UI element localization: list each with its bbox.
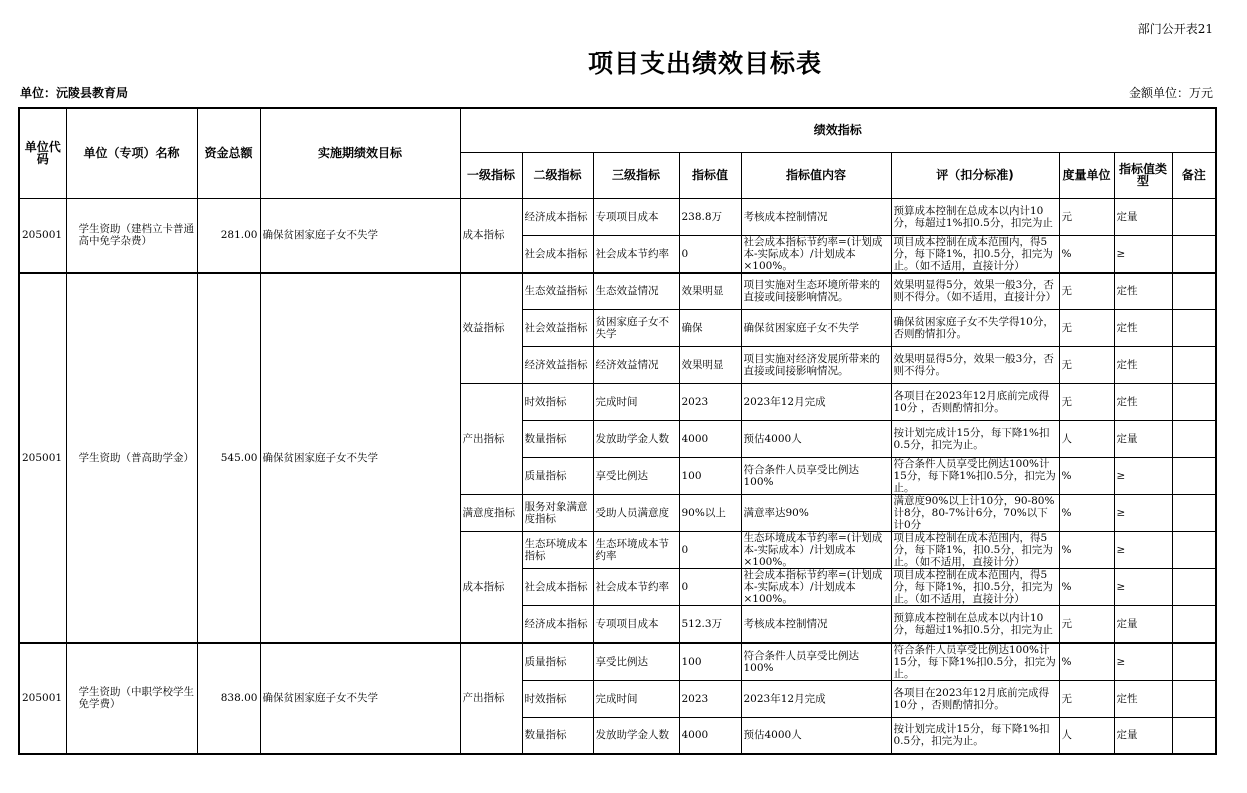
- value-type-cell: 定量: [1114, 606, 1172, 643]
- note-cell: [1172, 273, 1216, 310]
- measure-cell: 元: [1059, 606, 1114, 643]
- level3-cell: 专项项目成本: [593, 606, 679, 643]
- project-name-cell: 学生资助（普高助学金）: [66, 273, 197, 643]
- goal-cell: 确保贫困家庭子女不失学: [260, 198, 460, 273]
- level3-cell: 完成时间: [593, 384, 679, 421]
- level2-cell: 数量指标: [522, 421, 593, 458]
- score-cell: 符合条件人员享受比例达100%计15分，每下降1%扣0.5分，扣完为止。: [891, 458, 1059, 495]
- value-type-cell: 定性: [1114, 384, 1172, 421]
- measure-cell: 无: [1059, 273, 1114, 310]
- total-amount-cell: 281.00: [197, 198, 260, 273]
- score-cell: 满意度90%以上计10分，90-80%计8分，80-7%计6分，70%以下计0分: [891, 495, 1059, 532]
- level3-cell: 发放助学金人数: [593, 717, 679, 754]
- table-row: [19, 273, 1216, 310]
- content-cell: 社会成本指标节约率=(计划成本-实际成本）/计划成本×100%。: [741, 569, 891, 606]
- unit-code-cell: 205001: [19, 198, 66, 273]
- value-cell: 2023: [679, 384, 741, 421]
- score-cell: 确保贫困家庭子女不失学得10分，否则酌情扣分。: [891, 310, 1059, 347]
- content-cell: 考核成本控制情况: [741, 198, 891, 235]
- table-row: [19, 643, 1216, 681]
- level3-cell: 社会成本节约率: [593, 569, 679, 606]
- level3-cell: 经济效益情况: [593, 347, 679, 384]
- note-cell: [1172, 198, 1216, 235]
- header-performance: 绩效指标: [460, 108, 1216, 152]
- header-code: 单位代码: [19, 108, 66, 198]
- header-measure: 度量单位: [1059, 152, 1114, 198]
- note-cell: [1172, 384, 1216, 421]
- goal-cell: 确保贫困家庭子女不失学: [260, 273, 460, 643]
- content-cell: 符合条件人员享受比例达100%: [741, 643, 891, 681]
- level2-cell: 生态环境成本指标: [522, 532, 593, 569]
- level3-cell: 生态效益情况: [593, 273, 679, 310]
- level3-cell: 完成时间: [593, 680, 679, 717]
- header-goal: 实施期绩效目标: [260, 108, 460, 198]
- level3-cell: 生态环境成本节约率: [593, 532, 679, 569]
- value-cell: 4000: [679, 421, 741, 458]
- unit-code-cell: 205001: [19, 273, 66, 643]
- measure-cell: 人: [1059, 717, 1114, 754]
- note-cell: [1172, 717, 1216, 754]
- level3-cell: 享受比例达: [593, 643, 679, 681]
- level2-cell: 质量指标: [522, 458, 593, 495]
- header-score: 评（扣分标准): [891, 152, 1059, 198]
- value-type-cell: ≥: [1114, 458, 1172, 495]
- value-type-cell: 定性: [1114, 273, 1172, 310]
- header-value: 指标值: [679, 152, 741, 198]
- value-cell: 100: [679, 643, 741, 681]
- content-cell: 社会成本指标节约率=(计划成本-实际成本）/计划成本×100%。: [741, 235, 891, 273]
- score-cell: 效果明显得5分，效果一般3分，否则不得分。: [891, 347, 1059, 384]
- level2-cell: 时效指标: [522, 384, 593, 421]
- level2-cell: 社会成本指标: [522, 235, 593, 273]
- header-level2: 二级指标: [522, 152, 593, 198]
- project-name-cell: 学生资助（中职学校学生免学费）: [66, 643, 197, 755]
- level3-cell: 专项项目成本: [593, 198, 679, 235]
- value-type-cell: 定量: [1114, 198, 1172, 235]
- level2-cell: 经济效益指标: [522, 347, 593, 384]
- table-row: [19, 198, 1216, 235]
- total-amount-cell: 545.00: [197, 273, 260, 643]
- note-cell: [1172, 310, 1216, 347]
- score-cell: 预算成本控制在总成本以内计10分，每超过1%扣0.5分，扣完为止: [891, 606, 1059, 643]
- value-cell: 4000: [679, 717, 741, 754]
- value-type-cell: ≥: [1114, 532, 1172, 569]
- value-cell: 90%以上: [679, 495, 741, 532]
- measure-cell: %: [1059, 458, 1114, 495]
- level2-cell: 数量指标: [522, 717, 593, 754]
- value-type-cell: ≥: [1114, 235, 1172, 273]
- score-cell: 项目成本控制在成本范围内，得5分，每下降1%，扣0.5分，扣完为止。（如不适用，直接计分）: [891, 532, 1059, 569]
- value-cell: 效果明显: [679, 347, 741, 384]
- content-cell: 项目实施对生态环境所带来的直接或间接影响情况。: [741, 273, 891, 310]
- value-type-cell: 定量: [1114, 717, 1172, 754]
- score-cell: 按计划完成计15分，每下降1%扣0.5分，扣完为止。: [891, 421, 1059, 458]
- header-name: 单位（专项）名称: [66, 108, 197, 198]
- project-name-cell: 学生资助（建档立卡普通高中免学杂费）: [66, 198, 197, 273]
- score-cell: 各项目在2023年12月底前完成得10分 ，否则酌情扣分。: [891, 384, 1059, 421]
- content-cell: 项目实施对经济发展所带来的直接或间接影响情况。: [741, 347, 891, 384]
- level2-cell: 质量指标: [522, 643, 593, 681]
- content-cell: 2023年12月完成: [741, 384, 891, 421]
- note-cell: [1172, 643, 1216, 681]
- level3-cell: 发放助学金人数: [593, 421, 679, 458]
- level3-cell: 享受比例达: [593, 458, 679, 495]
- unit-code-cell: 205001: [19, 643, 66, 755]
- level2-cell: 生态效益指标: [522, 273, 593, 310]
- level2-cell: 社会成本指标: [522, 569, 593, 606]
- value-type-cell: ≥: [1114, 643, 1172, 681]
- value-type-cell: 定性: [1114, 347, 1172, 384]
- level3-cell: 贫困家庭子女不失学: [593, 310, 679, 347]
- measure-cell: 无: [1059, 680, 1114, 717]
- level2-cell: 服务对象满意度指标: [522, 495, 593, 532]
- header-note: 备注: [1172, 152, 1216, 198]
- level1-cell: 满意度指标: [460, 495, 522, 532]
- level2-cell: 时效指标: [522, 680, 593, 717]
- value-type-cell: 定量: [1114, 421, 1172, 458]
- goal-cell: 确保贫困家庭子女不失学: [260, 643, 460, 755]
- note-cell: [1172, 421, 1216, 458]
- content-cell: 满意率达90%: [741, 495, 891, 532]
- header-level3: 三级指标: [593, 152, 679, 198]
- value-cell: 512.3万: [679, 606, 741, 643]
- score-cell: 效果明显得5分，效果一般3分，否则不得分。（如不适用，直接计分）: [891, 273, 1059, 310]
- note-cell: [1172, 606, 1216, 643]
- value-type-cell: 定性: [1114, 310, 1172, 347]
- value-type-cell: ≥: [1114, 569, 1172, 606]
- note-cell: [1172, 569, 1216, 606]
- content-cell: 考核成本控制情况: [741, 606, 891, 643]
- measure-cell: 人: [1059, 421, 1114, 458]
- header-total: 资金总额: [197, 108, 260, 198]
- measure-cell: %: [1059, 495, 1114, 532]
- money-unit-label: 金额单位：万元: [1128, 86, 1213, 100]
- score-cell: 按计划完成计15分，每下降1%扣0.5分，扣完为止。: [891, 717, 1059, 754]
- note-cell: [1172, 235, 1216, 273]
- level3-cell: 社会成本节约率: [593, 235, 679, 273]
- table-number-label: 部门公开表21: [1137, 22, 1213, 36]
- measure-cell: %: [1059, 532, 1114, 569]
- content-cell: 预估4000人: [741, 717, 891, 754]
- note-cell: [1172, 495, 1216, 532]
- measure-cell: 元: [1059, 198, 1114, 235]
- value-type-cell: 定性: [1114, 680, 1172, 717]
- content-cell: 生态环境成本节约率=(计划成本-实际成本）/计划成本×100%。: [741, 532, 891, 569]
- page-title: 项目支出绩效目标表: [587, 49, 822, 78]
- note-cell: [1172, 680, 1216, 717]
- measure-cell: 无: [1059, 384, 1114, 421]
- level2-cell: 经济成本指标: [522, 606, 593, 643]
- header-content: 指标值内容: [741, 152, 891, 198]
- value-cell: 效果明显: [679, 273, 741, 310]
- measure-cell: %: [1059, 235, 1114, 273]
- score-cell: 符合条件人员享受比例达100%计15分，每下降1%扣0.5分，扣完为止。: [891, 643, 1059, 681]
- score-cell: 各项目在2023年12月底前完成得10分 ，否则酌情扣分。: [891, 680, 1059, 717]
- content-cell: 预估4000人: [741, 421, 891, 458]
- score-cell: 项目成本控制在成本范围内，得5分，每下降1%，扣0.5分，扣完为止。（如不适用，直接计分）: [891, 235, 1059, 273]
- level2-cell: 经济成本指标: [522, 198, 593, 235]
- level3-cell: 受助人员满意度: [593, 495, 679, 532]
- measure-cell: 无: [1059, 347, 1114, 384]
- note-cell: [1172, 532, 1216, 569]
- content-cell: 确保贫困家庭子女不失学: [741, 310, 891, 347]
- table-body: [19, 198, 1216, 754]
- measure-cell: %: [1059, 643, 1114, 681]
- level2-cell: 社会效益指标: [522, 310, 593, 347]
- value-cell: 2023: [679, 680, 741, 717]
- level1-cell: 产出指标: [460, 384, 522, 495]
- content-cell: 2023年12月完成: [741, 680, 891, 717]
- level1-cell: 成本指标: [460, 532, 522, 643]
- value-cell: 0: [679, 569, 741, 606]
- header-level1: 一级指标: [460, 152, 522, 198]
- level1-cell: 成本指标: [460, 198, 522, 273]
- measure-cell: %: [1059, 569, 1114, 606]
- total-amount-cell: 838.00: [197, 643, 260, 755]
- content-cell: 符合条件人员享受比例达100%: [741, 458, 891, 495]
- note-cell: [1172, 458, 1216, 495]
- value-cell: 100: [679, 458, 741, 495]
- value-cell: 238.8万: [679, 198, 741, 235]
- value-cell: 0: [679, 532, 741, 569]
- score-cell: 预算成本控制在总成本以内计10分，每超过1%扣0.5分，扣完为止: [891, 198, 1059, 235]
- value-cell: 0: [679, 235, 741, 273]
- level1-cell: 产出指标: [460, 643, 522, 755]
- header-value-type: 指标值类型: [1114, 152, 1172, 198]
- unit-label: 单位：沅陵县教育局: [20, 86, 129, 100]
- value-cell: 确保: [679, 310, 741, 347]
- performance-table: [18, 107, 1217, 755]
- note-cell: [1172, 347, 1216, 384]
- value-type-cell: ≥: [1114, 495, 1172, 532]
- measure-cell: 无: [1059, 310, 1114, 347]
- level1-cell: 效益指标: [460, 273, 522, 384]
- score-cell: 项目成本控制在成本范围内，得5分，每下降1%，扣0.5分，扣完为止。（如不适用，直接计分）: [891, 569, 1059, 606]
